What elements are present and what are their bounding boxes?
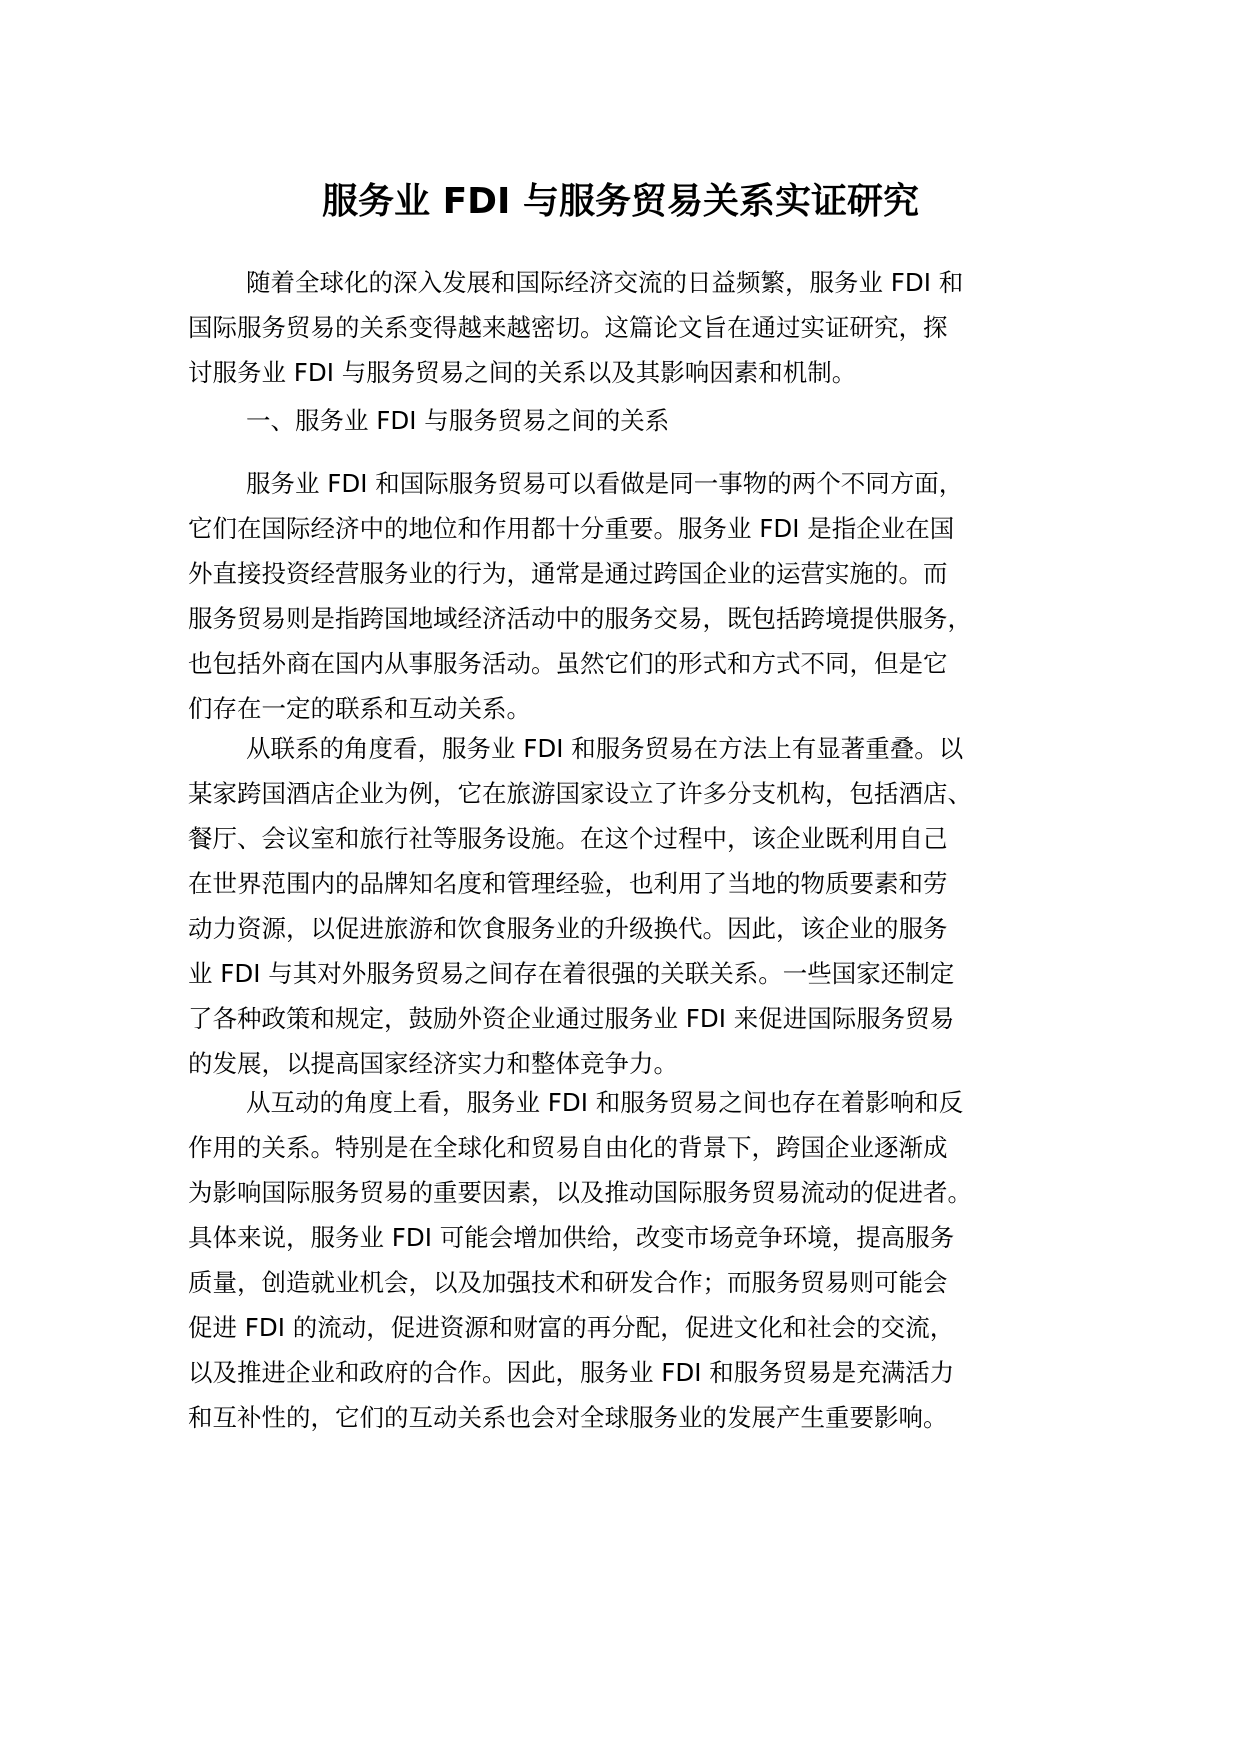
paragraph-line: 随着全球化的深入发展和国际经济交流的日益频繁，服务业 FDI 和: [246, 268, 964, 297]
paragraph-line: 国际服务贸易的关系变得越来越密切。这篇论文旨在通过实证研究，探: [188, 313, 948, 342]
paragraph-line: 也包括外商在国内从事服务活动。虽然它们的形式和方式不同，但是它: [188, 649, 948, 678]
paragraph-line: 动力资源，以促进旅游和饮食服务业的升级换代。因此，该企业的服务: [188, 914, 948, 943]
paragraph-line: 们存在一定的联系和互动关系。: [188, 694, 531, 723]
paragraph-connection: [188, 726, 1068, 1086]
section-heading-text: 一、服务业 FDI 与服务贸易之间的关系: [246, 406, 670, 435]
document-title: 服务业 FDI 与服务贸易关系实证研究: [322, 181, 919, 222]
paragraph-line: 餐厅、会议室和旅行社等服务设施。在这个过程中，该企业既利用自己: [188, 824, 948, 853]
section-heading: [188, 398, 1068, 443]
paragraph-line: 从互动的角度上看，服务业 FDI 和服务贸易之间也存在着影响和反: [246, 1088, 964, 1117]
paragraph-line: 服务贸易则是指跨国地域经济活动中的服务交易，既包括跨境提供服务，: [188, 604, 972, 633]
paragraph-intro: [188, 260, 1068, 395]
paragraph-line: 它们在国际经济中的地位和作用都十分重要。服务业 FDI 是指企业在国: [188, 514, 955, 543]
paragraph-line: 某家跨国酒店企业为例，它在旅游国家设立了许多分支机构，包括酒店、: [188, 779, 972, 808]
paragraph-line: 以及推进企业和政府的合作。因此，服务业 FDI 和服务贸易是充满活力: [188, 1358, 955, 1387]
paragraph-line: 讨服务业 FDI 与服务贸易之间的关系以及其影响因素和机制。: [188, 358, 857, 387]
paragraph-line: 的发展，以提高国家经济实力和整体竞争力。: [188, 1049, 678, 1078]
paragraph-line: 作用的关系。特别是在全球化和贸易自由化的背景下，跨国企业逐渐成: [188, 1133, 948, 1162]
paragraph-line: 业 FDI 与其对外服务贸易之间存在着很强的关联关系。一些国家还制定: [188, 959, 955, 988]
paragraph-line: 了各种政策和规定，鼓励外资企业通过服务业 FDI 来促进国际服务贸易: [188, 1004, 955, 1033]
paragraph-line: 具体来说，服务业 FDI 可能会增加供给，改变市场竞争环境，提高服务: [188, 1223, 955, 1252]
paragraph-definition: [188, 461, 1068, 731]
paragraph-line: 外直接投资经营服务业的行为，通常是通过跨国企业的运营实施的。而: [188, 559, 948, 588]
paragraph-line: 促进 FDI 的流动，促进资源和财富的再分配，促进文化和社会的交流，: [188, 1313, 955, 1342]
paragraph-line: 服务业 FDI 和国际服务贸易可以看做是同一事物的两个不同方面，: [246, 469, 964, 498]
paragraph-interaction: [188, 1080, 1068, 1440]
paragraph-line: 从联系的角度看，服务业 FDI 和服务贸易在方法上有显著重叠。以: [246, 734, 964, 763]
paragraph-line: 质量，创造就业机会，以及加强技术和研发合作；而服务贸易则可能会: [188, 1268, 948, 1297]
paragraph-line: 在世界范围内的品牌知名度和管理经验，也利用了当地的物质要素和劳: [188, 869, 948, 898]
paragraph-line: 和互补性的，它们的互动关系也会对全球服务业的发展产生重要影响。: [188, 1403, 948, 1432]
paragraph-line: 为影响国际服务贸易的重要因素，以及推动国际服务贸易流动的促进者。: [188, 1178, 972, 1207]
